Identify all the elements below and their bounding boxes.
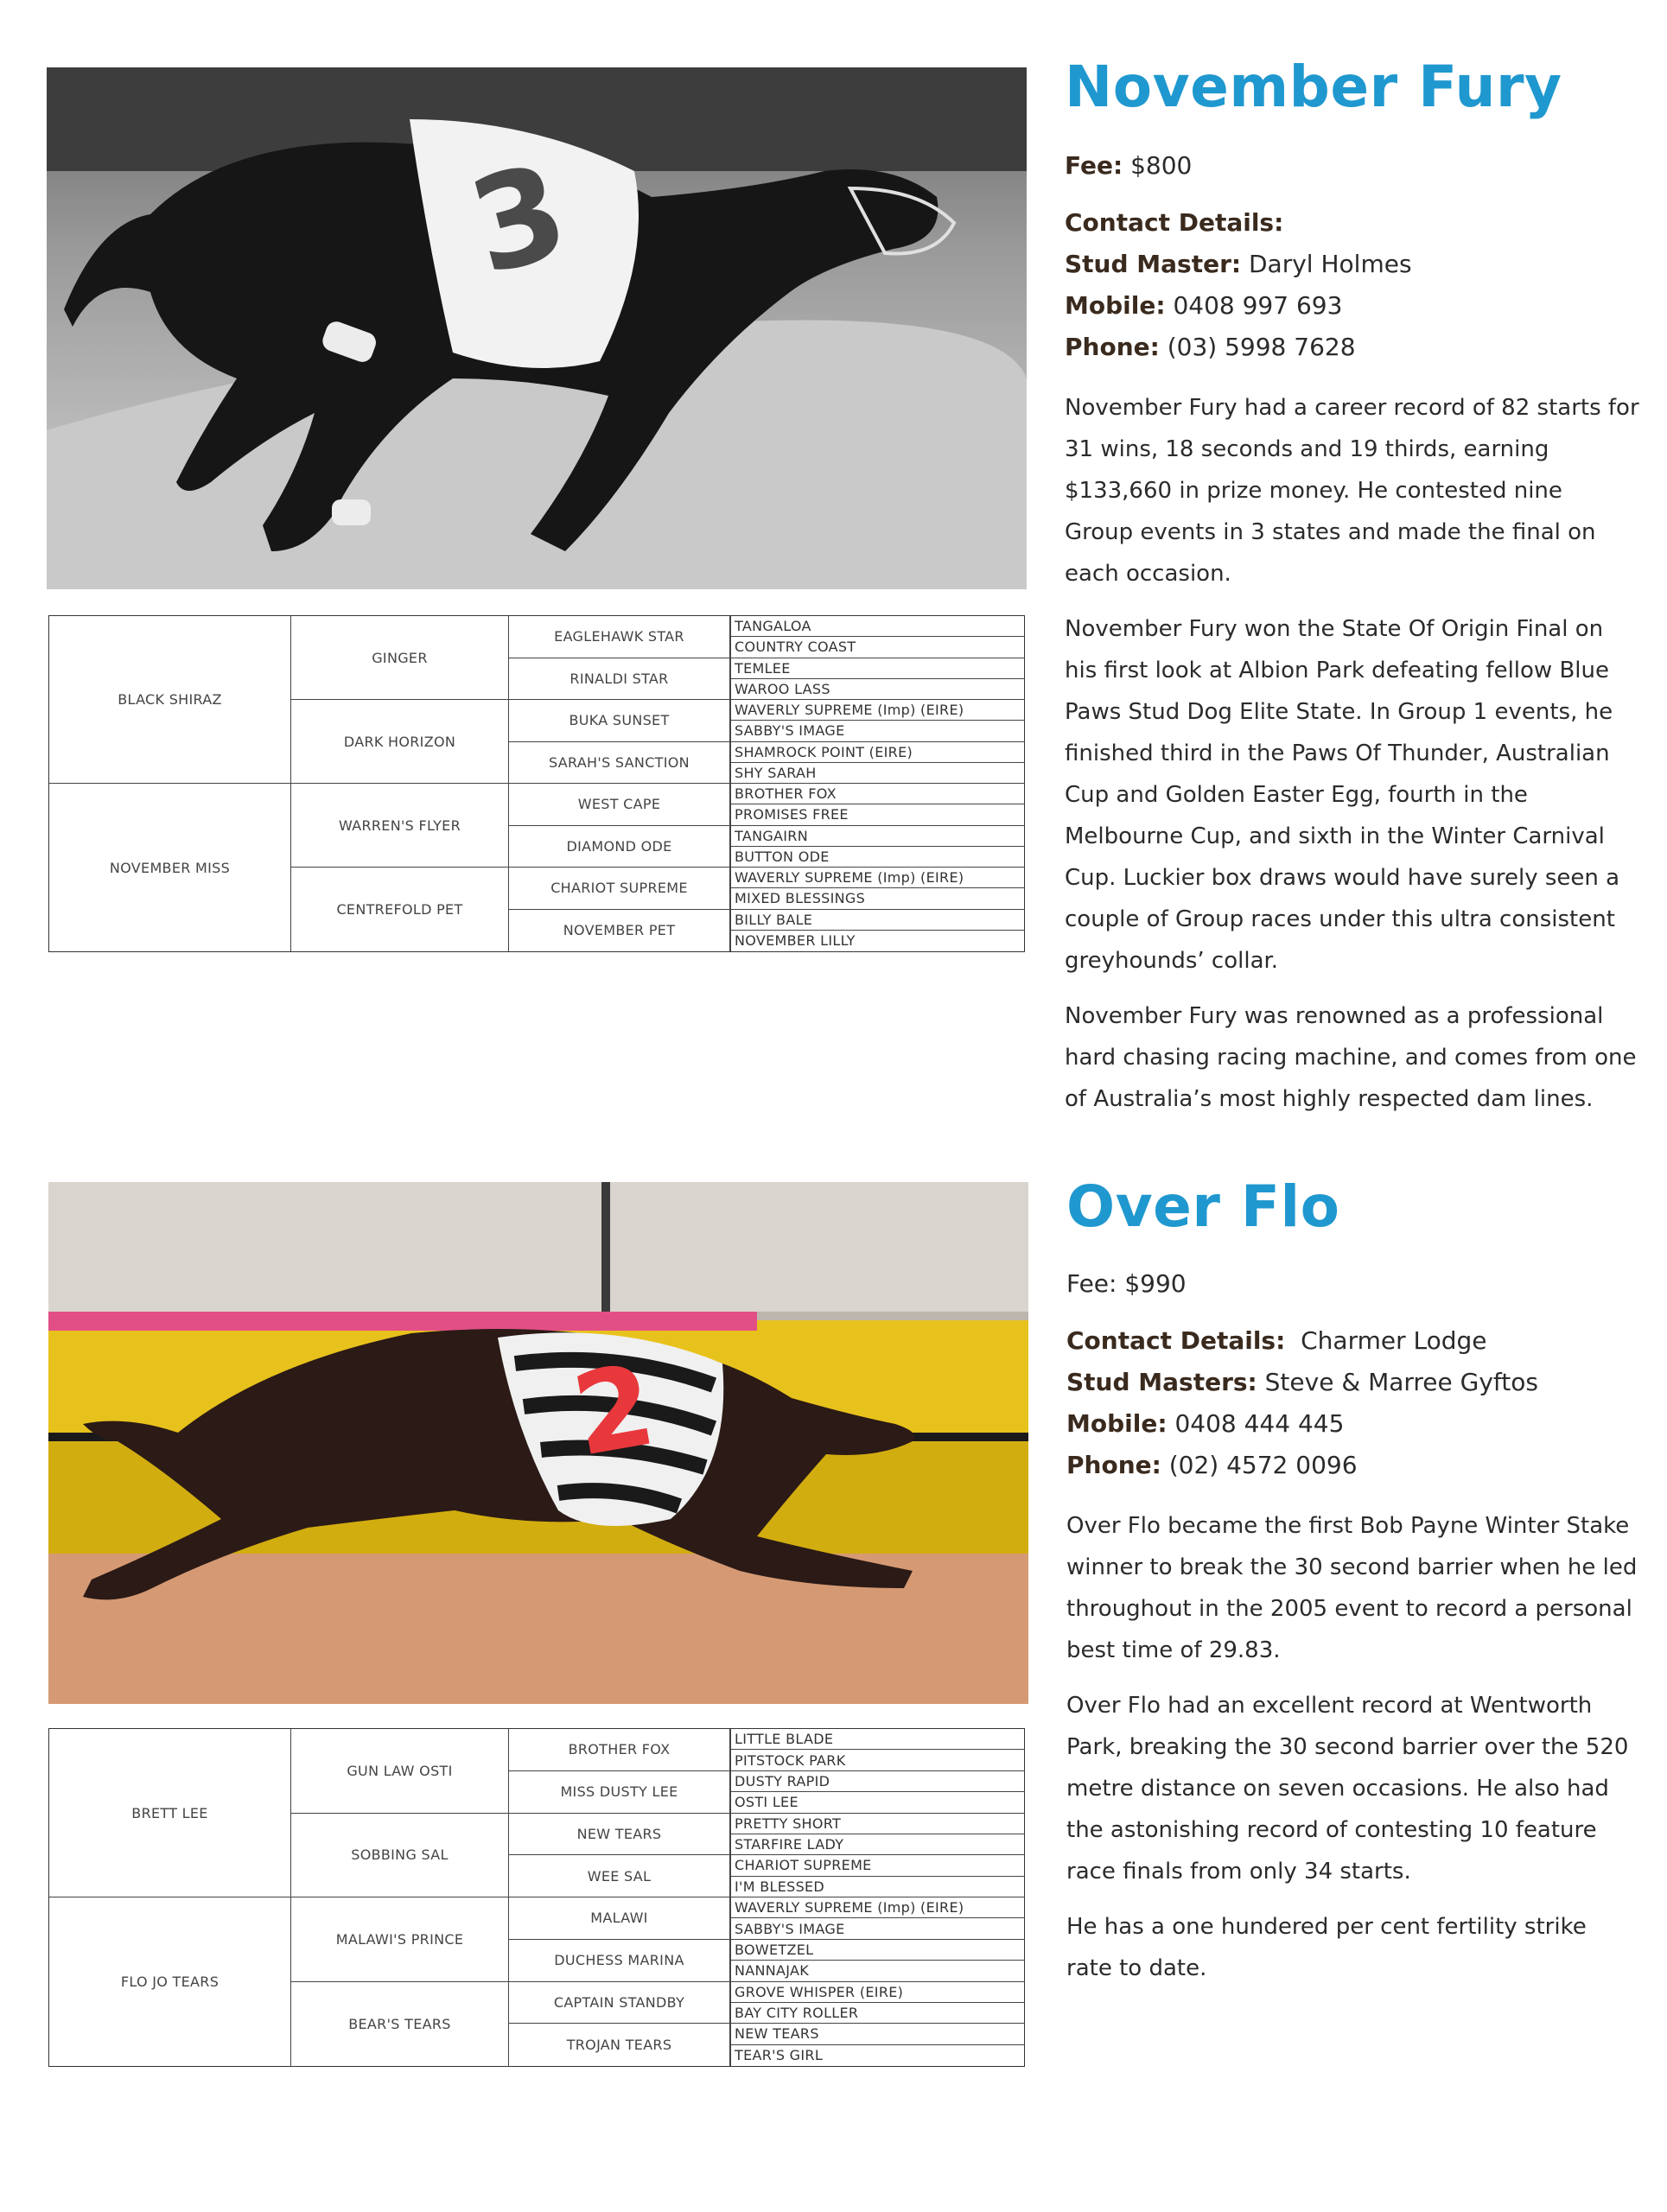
pedigree-gen3-cell: NOVEMBER PET <box>563 922 676 939</box>
bio-paragraph-2 <box>1066 1685 1654 1892</box>
pedigree-dam: NOVEMBER MISS <box>109 859 231 876</box>
pedigree-gen2-cell: MALAWI'S PRINCE <box>291 1897 508 1982</box>
phone-line <box>1065 327 1652 368</box>
pedigree-gen4-cell: PRETTY SHORT <box>730 1814 1024 1834</box>
text-line: Over Flo had an excellent record at Wentworth <box>1066 1693 1593 1719</box>
pedigree-gen3-cell: DUCHESS MARINA <box>509 1940 729 1982</box>
text-line: Park, breaking the 30 second barrier over the 520 <box>1066 1734 1629 1760</box>
text-line: best time of 29.83. <box>1066 1637 1281 1663</box>
phone-label: Phone: <box>1066 1451 1161 1479</box>
pedigree-gen3-cell: TROJAN TEARS <box>566 2037 672 2054</box>
pedigree-gen4-cell: TANGALOA <box>730 616 1024 637</box>
text-line: each occasion. <box>1065 561 1231 587</box>
phone-value: (03) 5998 7628 <box>1167 333 1356 361</box>
phone-value: (02) 4572 0096 <box>1168 1451 1358 1479</box>
pedigree-gen4-cell: COUNTRY COAST <box>730 637 1024 658</box>
pedigree-gen2-cell: WARREN'S FLYER <box>291 784 508 868</box>
stud-masters-line <box>1066 1362 1654 1403</box>
mobile-value: 0408 997 693 <box>1173 291 1343 320</box>
pedigree-gen4-cell: PROMISES FREE <box>730 804 1024 825</box>
bio-paragraph-3 <box>1065 995 1652 1120</box>
svg-text:3: 3 <box>455 136 582 305</box>
pedigree-gen3-cell: DIAMOND ODE <box>509 826 729 868</box>
pedigree-gen3-cell: EAGLEHAWK STAR <box>509 616 729 658</box>
contact-label: Contact Details: <box>1066 1326 1286 1355</box>
pedigree-gen4-cell: SHY SARAH <box>730 763 1024 784</box>
pedigree-gen4-cell: STARFIRE LADY <box>730 1834 1024 1855</box>
text-line: race finals from only 34 starts. <box>1066 1859 1411 1885</box>
pedigree-gen4-cell: PITSTOCK PARK <box>730 1750 1024 1770</box>
pedigree-gen4-cell: BAY CITY ROLLER <box>730 2003 1024 2024</box>
stud-masters-label: Stud Masters: <box>1066 1368 1257 1396</box>
pedigree-gen3-cell: MISS DUSTY LEE <box>509 1771 729 1814</box>
pedigree-gen4-cell: BUTTON ODE <box>730 847 1024 868</box>
mobile-label: Mobile: <box>1065 291 1166 320</box>
phone-label: Phone: <box>1065 333 1160 361</box>
pedigree-gen2-cell: DARK HORIZON <box>291 700 508 784</box>
pedigree-gen2-cell: BEAR'S TEARS <box>348 2015 451 2032</box>
fee-value: $800 <box>1130 151 1193 180</box>
text-line: November Fury was renowned as a professional <box>1065 1003 1604 1029</box>
pedigree-gen3-cell: RINALDI STAR <box>509 658 729 701</box>
text-line: Group events in 3 states and made the final on <box>1065 519 1596 545</box>
text-line: Paws Stud Dog Elite State. In Group 1 events, he <box>1065 699 1613 725</box>
pedigree-gen3-cell: CAPTAIN STANDBY <box>509 1982 729 2024</box>
november-fury-pedigree-table <box>48 615 1025 952</box>
text-line: winner to break the 30 second barrier when he led <box>1066 1554 1638 1580</box>
contact-line <box>1066 1320 1654 1362</box>
stud-master-value: Daryl Holmes <box>1249 250 1412 278</box>
mobile-value: 0408 444 445 <box>1174 1409 1345 1438</box>
mobile-label: Mobile: <box>1066 1409 1168 1438</box>
pedigree-gen4-cell: BROTHER FOX <box>730 784 1024 804</box>
text-line: throughout in the 2005 event to record a personal <box>1066 1596 1632 1622</box>
pedigree-gen4-cell: WAVERLY SUPREME (Imp) (EIRE) <box>730 1897 1024 1918</box>
over-flo-photo <box>48 1182 1028 1704</box>
fee-line <box>1065 145 1652 187</box>
pedigree-sire: BLACK SHIRAZ <box>49 616 290 784</box>
text-line: his first look at Albion Park defeating fellow Blue <box>1065 658 1609 683</box>
pedigree-gen4-cell: NANNAJAK <box>730 1961 1024 1981</box>
text-line: greyhounds’ collar. <box>1065 948 1279 974</box>
pedigree-sire: BRETT LEE <box>49 1729 290 1897</box>
pedigree-gen4-cell: BOWETZEL <box>730 1940 1024 1961</box>
bio-paragraph-1 <box>1065 387 1652 594</box>
text-line: finished third in the Paws Of Thunder, Australian <box>1065 741 1610 766</box>
pedigree-gen3-cell: CHARIOT SUPREME <box>509 868 729 910</box>
pedigree-gen4-cell: I'M BLESSED <box>730 1877 1024 1897</box>
pedigree-gen4-cell: TANGAIRN <box>730 826 1024 847</box>
november-fury-info <box>1065 54 1652 1120</box>
fee-line: Fee: $990 <box>1066 1269 1187 1298</box>
text-line: November Fury won the State Of Origin Final on <box>1065 616 1604 642</box>
bio-paragraph-2 <box>1065 608 1652 982</box>
pedigree-gen4-cell: TEMLEE <box>730 658 1024 679</box>
pedigree-gen4-cell: TEAR'S GIRL <box>730 2045 1024 2066</box>
pedigree-gen3-cell: WEST CAPE <box>509 784 729 826</box>
over-flo-info <box>1066 1173 1654 1989</box>
pedigree-gen4-cell: SHAMROCK POINT (EIRE) <box>730 742 1024 763</box>
pedigree-gen3-cell: SARAH'S SANCTION <box>509 742 729 785</box>
pedigree-gen2-cell: CENTREFOLD PET <box>336 901 463 918</box>
pedigree-gen3-cell: MALAWI <box>509 1897 729 1940</box>
pedigree-gen2-cell: SOBBING SAL <box>291 1814 508 1898</box>
stud-master-label: Stud Master: <box>1065 250 1242 278</box>
pedigree-gen4-cell: WAROO LASS <box>730 679 1024 700</box>
text-line: $133,660 in prize money. He contested nine <box>1065 478 1562 504</box>
pedigree-gen2-cell: GINGER <box>291 616 508 700</box>
pedigree-gen4-cell: CHARIOT SUPREME <box>730 1855 1024 1876</box>
pedigree-gen4-cell: GROVE WHISPER (EIRE) <box>730 1982 1024 2003</box>
pedigree-gen4-cell: BILLY BALE <box>730 910 1024 931</box>
text-line: rate to date. <box>1066 1955 1207 1981</box>
text-line: couple of Group races under this ultra consistent <box>1065 906 1615 932</box>
stud-masters-value: Steve & Marree Gyftos <box>1264 1368 1538 1396</box>
contact-line <box>1065 202 1652 244</box>
phone-line <box>1066 1445 1654 1486</box>
pedigree-gen4-cell: NEW TEARS <box>730 2024 1024 2044</box>
pedigree-gen3-cell: BROTHER FOX <box>509 1729 729 1771</box>
dog-name-title: November Fury <box>1065 54 1562 120</box>
over-flo-pedigree-table <box>48 1728 1025 2067</box>
bio-paragraph-1 <box>1066 1505 1654 1671</box>
text-line: Cup and Golden Easter Egg, fourth in the <box>1065 782 1528 808</box>
pedigree-gen4-cell: SABBY'S IMAGE <box>730 1918 1024 1939</box>
text-line: He has a one hundered per cent fertility strike <box>1066 1914 1587 1940</box>
pedigree-gen3-cell: NEW TEARS <box>509 1814 729 1856</box>
pedigree-gen4-cell: SABBY'S IMAGE <box>730 721 1024 741</box>
dog-name-title: Over Flo <box>1066 1173 1340 1240</box>
mobile-line <box>1065 285 1652 327</box>
pedigree-gen4-cell: NOVEMBER LILLY <box>730 931 1024 951</box>
pedigree-gen3-cell: WEE SAL <box>509 1855 729 1897</box>
text-line: the astonishing record of contesting 10 feature <box>1066 1817 1597 1843</box>
pedigree-gen4-cell: WAVERLY SUPREME (Imp) (EIRE) <box>730 868 1024 888</box>
text-line: November Fury had a career record of 82 starts for <box>1065 395 1639 421</box>
november-fury-photo <box>47 67 1027 589</box>
text-line: Over Flo became the first Bob Payne Winter Stake <box>1066 1513 1630 1539</box>
stud-master-line <box>1065 244 1652 285</box>
pedigree-gen2-cell: GUN LAW OSTI <box>291 1729 508 1814</box>
pedigree-gen4-cell: MIXED BLESSINGS <box>730 888 1024 909</box>
mobile-line <box>1066 1403 1654 1445</box>
contact-value: Charmer Lodge <box>1301 1326 1487 1355</box>
text-line: Melbourne Cup, and sixth in the Winter Carnival <box>1065 823 1605 849</box>
pedigree-dam: FLO JO TEARS <box>120 1974 220 1990</box>
pedigree-gen4-cell: OSTI LEE <box>730 1792 1024 1813</box>
text-line: metre distance on seven occasions. He also had <box>1066 1776 1609 1802</box>
pedigree-gen4-cell: LITTLE BLADE <box>730 1729 1024 1750</box>
text-line: Cup. Luckier box draws would have surely seen a <box>1065 865 1620 891</box>
text-line: 31 wins, 18 seconds and 19 thirds, earning <box>1065 436 1549 462</box>
fee-label: Fee: <box>1065 151 1123 180</box>
contact-label: Contact Details: <box>1065 208 1284 237</box>
text-line: of Australia’s most highly respected dam lines. <box>1065 1086 1594 1112</box>
pedigree-gen4-cell: DUSTY RAPID <box>730 1771 1024 1792</box>
pedigree-gen4-cell: WAVERLY SUPREME (Imp) (EIRE) <box>730 700 1024 721</box>
pedigree-gen3-cell: BUKA SUNSET <box>509 700 729 742</box>
text-line: hard chasing racing machine, and comes from one <box>1065 1045 1637 1071</box>
svg-text:2: 2 <box>563 1338 665 1482</box>
bio-paragraph-3 <box>1066 1906 1654 1989</box>
